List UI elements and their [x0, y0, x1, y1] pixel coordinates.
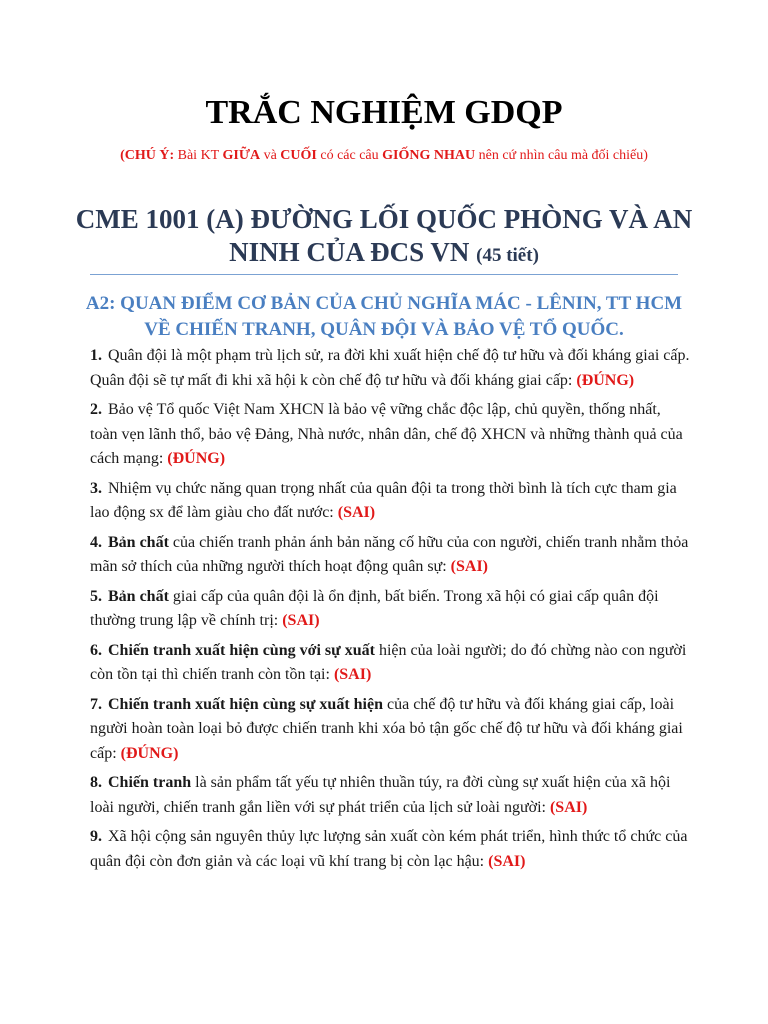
note-bold-1: GIỮA	[222, 148, 261, 163]
question-text: Xã hội cộng sản nguyên thủy lực lượng sản xuất còn kém phát triển, hình thức tổ chức của quân đội còn đơn giản và các loại vũ khí trang bị còn lạc hậu:	[90, 828, 688, 870]
note-bold-2: CUỐI	[280, 148, 317, 163]
question-text: Quân đội là một phạm trù lịch sử, ra đời khi xuất hiện chế độ tư hữu và đối kháng giai cấp. Quân đội sẽ tự mất đi khi xã hội k còn chế độ tư hữu và đối kháng giai cấp:	[90, 347, 690, 389]
question-item	[90, 398, 690, 472]
section-heading: A2: QUAN ĐIỂM CƠ BẢN CỦA CHỦ NGHĨA MÁC - LÊNIN, TT HCM VỀ CHIẾN TRANH, QUÂN ĐỘI VÀ BẢO VỆ TỔ QUỐC.	[85, 293, 683, 340]
question-item	[90, 693, 690, 767]
question-answer: (SAI)	[337, 504, 376, 521]
document-title: TRẮC NGHIỆM GDQP	[205, 94, 563, 131]
question-text: Nhiệm vụ chức năng quan trọng nhất của quân đội ta trong thời bình là tích cực tham gia lao động sx để làm giàu cho đất nước:	[90, 479, 677, 521]
note-text-3: có các câu	[316, 148, 383, 163]
question-text: của chiến tranh phản ánh bản năng cố hữu của con người, chiến tranh nhằm thỏa mãn sở thích của những người thích hoạt động quân sự:	[90, 533, 689, 575]
question-answer: (SAI)	[282, 612, 320, 629]
question-emphasis: Bản chất	[108, 587, 169, 605]
note-bold-3: GIỐNG NHAU	[382, 148, 476, 163]
question-number: 5.	[90, 587, 102, 605]
question-text: Bảo vệ Tổ quốc Việt Nam XHCN là bảo vệ vững chắc độc lập, chủ quyền, thống nhất, toàn vẹn lãnh thổ, bảo vệ Đảng, Nhà nước, nhân dân, chế độ XHCN và những thành quả của cách mạng:	[90, 401, 683, 467]
question-number: 3.	[90, 479, 102, 497]
question-answer: (ĐÚNG)	[120, 744, 179, 762]
note-text-4: nên cứ nhìn câu mà đối chiếu)	[475, 148, 648, 163]
question-emphasis: Chiến tranh	[108, 774, 192, 791]
question-item	[90, 639, 690, 688]
question-answer: (SAI)	[549, 798, 588, 816]
question-emphasis: Chiến tranh xuất hiện cùng với sự xuất	[108, 641, 375, 659]
course-heading	[60, 203, 708, 272]
question-answer: (SAI)	[488, 852, 526, 870]
question-emphasis: Bản chất	[108, 533, 169, 551]
question-text: hiện của loài người; do đó chừng nào con người còn tồn tại thì chiến tranh còn tồn tại:	[90, 641, 687, 683]
question-list	[90, 344, 690, 879]
course-hours: (45 tiết)	[476, 245, 539, 266]
course-title: CME 1001 (A) ĐƯỜNG LỐI QUỐC PHÒNG VÀ AN NINH CỦA ĐCS VN	[75, 204, 693, 267]
question-item	[90, 344, 690, 393]
question-answer: (SAI)	[333, 666, 372, 683]
question-number: 7.	[90, 695, 102, 713]
question-number: 8.	[90, 774, 102, 791]
question-number: 4.	[90, 533, 102, 551]
question-item	[90, 585, 690, 634]
question-item	[90, 825, 690, 874]
question-text: là sản phẩm tất yếu tự nhiên thuần túy, ra đời cùng sự xuất hiện của xã hội loài người, chiến tranh gắn liền với sự phát triển của lịch sử loài người:	[90, 774, 671, 816]
question-answer: (SAI)	[450, 558, 489, 575]
question-text: của chế độ tư hữu và đối kháng giai cấp, loài người hoàn toàn loại bỏ được chiến tranh khi xóa bỏ tận gốc chế độ tư hữu và đối kháng giai cấp:	[90, 695, 683, 762]
question-text: giai cấp của quân đội là ổn định, bất biến. Trong xã hội có giai cấp quân đội thường trung lập về chính trị:	[90, 587, 659, 629]
question-item	[90, 477, 690, 526]
question-item	[90, 771, 690, 820]
question-number: 6.	[90, 641, 102, 659]
note-text-1: Bài KT	[174, 148, 223, 163]
question-number: 1.	[90, 347, 102, 364]
question-item	[90, 531, 690, 580]
note-text-2: và	[260, 148, 281, 163]
question-number: 2.	[90, 401, 102, 418]
note-prefix: (CHÚ Ý:	[120, 148, 175, 163]
question-answer: (ĐÚNG)	[167, 450, 226, 467]
note-line	[0, 148, 768, 164]
question-emphasis: Chiến tranh xuất hiện cùng sự xuất hiện	[108, 695, 383, 713]
question-number: 9.	[90, 828, 102, 845]
question-answer: (ĐÚNG)	[576, 371, 635, 389]
heading-divider	[90, 274, 678, 275]
